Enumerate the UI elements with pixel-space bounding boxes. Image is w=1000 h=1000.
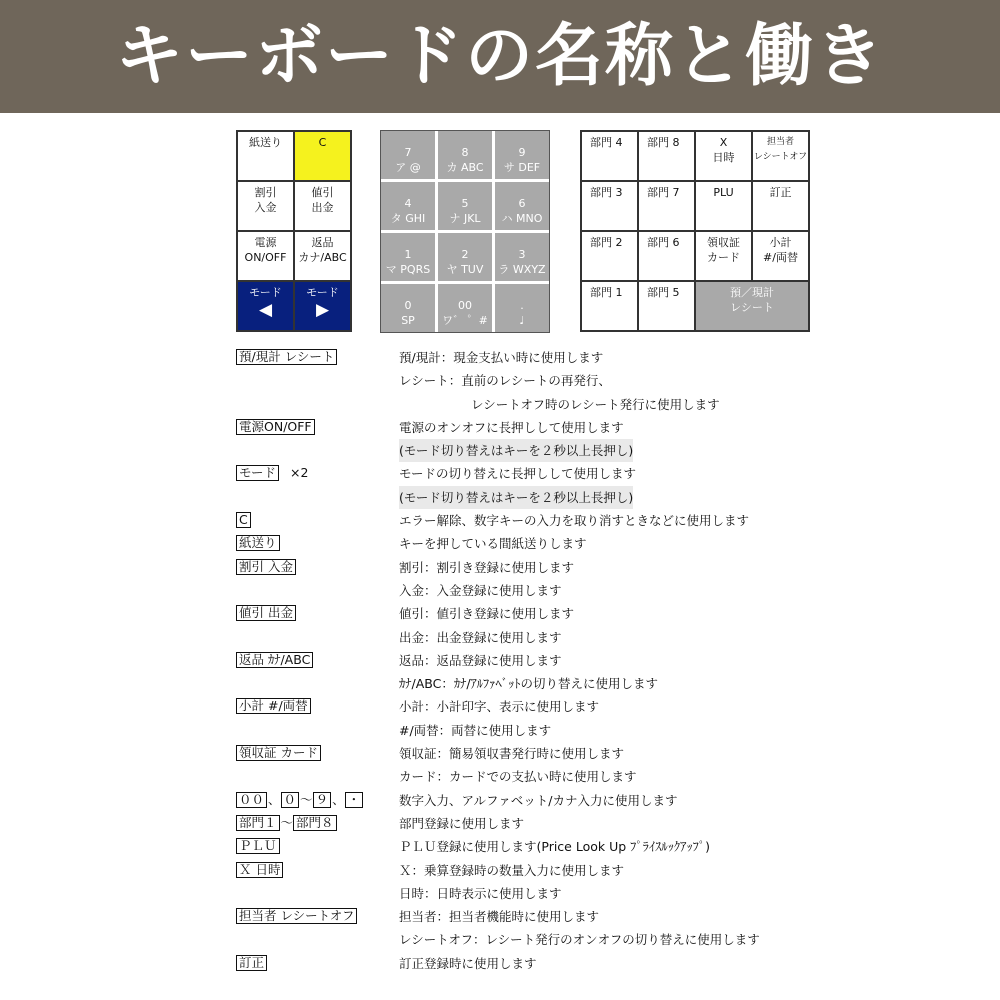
department-key[interactable] <box>696 282 808 330</box>
department-key[interactable] <box>582 182 637 230</box>
department-key[interactable] <box>639 282 694 330</box>
description-text: レシートオフ：レシート発行のオンオフの切り替えに使用します <box>399 932 760 948</box>
key-label: 預／現計 レシート <box>730 286 774 314</box>
key-name-box: ００ <box>236 792 267 808</box>
key-label-group <box>236 652 314 668</box>
key-label: モード <box>249 286 282 299</box>
key-label-group <box>236 955 268 971</box>
key-button[interactable] <box>295 182 350 230</box>
numeric-key[interactable] <box>495 182 549 230</box>
department-key[interactable] <box>696 182 751 230</box>
key-name-box: 値引 出金 <box>236 605 296 621</box>
key-label: X 日時 <box>712 136 735 164</box>
numeric-key[interactable] <box>381 131 435 179</box>
key-sublabel: ハ MNO <box>501 212 543 225</box>
description-text: (モード切り替えはキーを２秒以上長押し) <box>399 486 633 509</box>
description-row <box>236 346 836 369</box>
key-sublabel: サ DEF <box>503 161 541 174</box>
separator: 、 <box>332 791 345 807</box>
key-label-group <box>236 512 252 528</box>
department-key[interactable] <box>753 132 808 180</box>
key-name-box: 割引 入金 <box>236 559 296 575</box>
key-label: 担当者 レシートオフ <box>753 137 808 162</box>
key-label-group <box>236 792 364 808</box>
key-number: 1 <box>404 248 412 261</box>
key-sublabel: ワ゛ ゜# <box>442 314 488 327</box>
description-text: 電源のオンオフに長押しして使用します <box>399 419 624 435</box>
key-label: 部門 8 <box>647 136 680 149</box>
key-number: 8 <box>461 146 469 159</box>
key-label-group <box>236 862 284 878</box>
numeric-key[interactable] <box>495 131 549 179</box>
multiplier: ×2 <box>290 465 309 481</box>
key-label-group <box>236 745 322 761</box>
key-label: 訂正 <box>769 186 792 199</box>
description-text: 領収証：簡易領収書発行時に使用します <box>399 746 625 762</box>
description-row <box>236 719 836 742</box>
description-row <box>236 835 836 858</box>
numeric-key[interactable] <box>381 233 435 281</box>
key-label-group <box>236 559 297 575</box>
description-row <box>236 882 836 905</box>
numeric-key[interactable] <box>438 284 492 332</box>
description-row <box>236 859 836 882</box>
key-name-box: ０ <box>281 792 300 808</box>
key-number: 9 <box>518 146 526 159</box>
key-name-box: 部門１ <box>236 815 280 831</box>
description-text: レシートオフ時のレシート発行に使用します <box>471 396 720 412</box>
description-row <box>236 928 836 951</box>
description-row <box>236 952 836 975</box>
key-label-group <box>236 349 338 365</box>
key-label: 部門 3 <box>590 186 623 199</box>
department-key[interactable] <box>639 232 694 280</box>
key-label-group <box>236 838 281 854</box>
numeric-key[interactable] <box>381 182 435 230</box>
description-row <box>236 765 836 788</box>
description-row <box>236 905 836 928</box>
key-button[interactable] <box>295 282 350 330</box>
key-number: 00 <box>458 299 472 312</box>
description-text: 小計：小計印字、表示に使用します <box>399 699 600 715</box>
key-name-box: モード <box>236 465 279 481</box>
separator: 、 <box>268 791 281 807</box>
key-label-group <box>236 419 316 435</box>
description-text: 預/現計：現金支払い時に使用します <box>399 350 604 365</box>
description-text: (モード切り替えはキーを２秒以上長押し) <box>399 439 633 462</box>
department-key[interactable] <box>753 182 808 230</box>
department-key[interactable] <box>582 282 637 330</box>
key-number: 5 <box>461 197 469 210</box>
key-label-group <box>236 908 358 924</box>
numeric-key[interactable] <box>381 284 435 332</box>
keypad-department <box>580 130 810 332</box>
key-label: 領収証 カード <box>707 236 740 264</box>
description-text: #/両替：両替に使用します <box>399 722 552 738</box>
description-text: ｶﾅ/ABC：ｶﾅ/ｱﾙﾌｧﾍﾞｯﾄの切り替えに使用します <box>399 676 659 692</box>
keypad-function-left <box>236 130 352 332</box>
description-row <box>236 812 836 835</box>
numeric-key[interactable] <box>438 182 492 230</box>
description-text: 出金：出金登録に使用します <box>399 629 562 645</box>
key-label: 部門 4 <box>590 136 623 149</box>
description-row <box>236 416 836 439</box>
description-text: レシート：直前のレシートの再発行、 <box>399 373 611 389</box>
key-description-list <box>236 346 836 975</box>
description-row <box>236 602 836 625</box>
key-label-group <box>236 815 338 831</box>
key-label: モード <box>306 286 339 299</box>
key-name-box: 担当者 レシートオフ <box>236 908 357 924</box>
page-title: キーボードの名称と働き <box>0 0 1000 113</box>
separator: ～ <box>300 791 313 807</box>
key-label-group <box>236 535 281 551</box>
numeric-key[interactable] <box>495 233 549 281</box>
key-sublabel: ヤ TUV <box>446 263 484 276</box>
description-text: 入金：入金登録に使用します <box>399 582 562 598</box>
key-number: 6 <box>518 197 526 210</box>
description-row <box>236 649 836 672</box>
description-text: ＰＬＵ登録に使用します(Price Look Up ﾌﾟﾗｲｽﾙｯｸｱｯﾌﾟ) <box>399 839 711 855</box>
numeric-key[interactable] <box>438 233 492 281</box>
key-name-box: 小計 #/両替 <box>236 698 311 714</box>
key-sublabel: ア @ <box>395 161 421 174</box>
department-key[interactable] <box>696 132 751 180</box>
department-key[interactable] <box>696 232 751 280</box>
key-label-group <box>236 465 308 481</box>
key-name-box: Ｘ 日時 <box>236 862 283 878</box>
description-row <box>236 626 836 649</box>
arrow-right-icon: ▶ <box>315 300 330 320</box>
description-text: 担当者：担当者機能時に使用します <box>399 909 600 925</box>
description-row <box>236 509 836 532</box>
description-text: キーを押している間紙送りします <box>399 536 587 552</box>
key-name-box: 領収証 カード <box>236 745 321 761</box>
numeric-key[interactable] <box>495 284 549 332</box>
numeric-key[interactable] <box>438 131 492 179</box>
description-row <box>236 462 836 485</box>
key-number: 2 <box>461 248 469 261</box>
key-label-group <box>236 605 297 621</box>
description-row <box>236 556 836 579</box>
description-text: モードの切り替えに長押しして使用します <box>399 466 637 482</box>
description-text: 数字入力、アルファベット/カナ入力に使用します <box>399 792 678 808</box>
key-label: 値引 出金 <box>311 186 334 214</box>
description-row <box>236 393 836 416</box>
key-button[interactable] <box>238 282 293 330</box>
department-key[interactable] <box>582 132 637 180</box>
key-number: 3 <box>518 248 526 261</box>
key-label: 紙送り <box>249 136 282 149</box>
key-name-box: 訂正 <box>236 955 267 971</box>
description-row <box>236 695 836 718</box>
key-name-box: 紙送り <box>236 535 280 551</box>
key-button[interactable] <box>238 132 293 180</box>
key-name-box: 預/現計 レシート <box>236 349 337 365</box>
key-label: 部門 2 <box>590 236 623 249</box>
description-row <box>236 532 836 555</box>
key-number: 7 <box>404 146 412 159</box>
description-row <box>236 439 836 462</box>
key-label: 割引 入金 <box>254 186 277 214</box>
description-text: 訂正登録時に使用します <box>399 955 537 971</box>
key-number: 4 <box>404 197 412 210</box>
key-sublabel: ♩ <box>519 314 525 327</box>
description-text: 日時：日時表示に使用します <box>399 885 562 901</box>
key-number: 0 <box>404 299 412 312</box>
key-name-box: 返品 ｶﾅ/ABC <box>236 652 313 668</box>
key-sublabel: SP <box>401 314 415 327</box>
key-button[interactable] <box>238 232 293 280</box>
key-button[interactable] <box>238 182 293 230</box>
arrow-left-icon: ◀ <box>258 300 273 320</box>
description-text: 値引：値引き登録に使用します <box>399 606 575 622</box>
department-key[interactable] <box>753 232 808 280</box>
description-row <box>236 672 836 695</box>
department-key[interactable] <box>582 232 637 280</box>
description-text: 割引：割引き登録に使用します <box>399 559 575 575</box>
key-label: 部門 1 <box>590 286 623 299</box>
description-text: 返品：返品登録に使用します <box>399 652 562 668</box>
key-button[interactable] <box>295 232 350 280</box>
keypad-numeric <box>380 130 550 333</box>
key-label: 部門 6 <box>647 236 680 249</box>
key-button[interactable] <box>295 132 350 180</box>
description-text: Ｘ：乗算登録時の数量入力に使用します <box>399 862 625 878</box>
description-row <box>236 369 836 392</box>
department-key[interactable] <box>639 182 694 230</box>
description-row <box>236 486 836 509</box>
department-key[interactable] <box>639 132 694 180</box>
description-text: カード：カードでの支払い時に使用します <box>399 769 637 785</box>
key-name-box: ９ <box>313 792 332 808</box>
separator: ～ <box>280 814 294 830</box>
key-label-group <box>236 698 312 714</box>
description-text: エラー解除、数字キーの入力を取り消すときなどに使用します <box>399 513 750 529</box>
key-name-box: C <box>236 512 251 528</box>
key-name-box: ・ <box>345 792 364 808</box>
key-sublabel: マ PQRS <box>385 263 431 276</box>
description-row <box>236 579 836 602</box>
key-name-box: 電源ON/OFF <box>236 419 315 435</box>
key-label: 電源 ON/OFF <box>244 236 287 264</box>
key-label: 部門 7 <box>647 186 680 199</box>
key-name-box: ＰＬＵ <box>236 838 280 854</box>
description-row <box>236 789 836 812</box>
key-label: 返品 カナ/ABC <box>298 236 347 264</box>
key-label: C <box>318 136 327 149</box>
key-sublabel: カ ABC <box>446 161 484 174</box>
key-name-box: 部門８ <box>293 815 337 831</box>
description-text: 部門登録に使用します <box>399 815 525 831</box>
key-number: . <box>520 299 524 312</box>
key-sublabel: ラ WXYZ <box>498 263 546 276</box>
key-label: 小計 #/両替 <box>763 236 798 264</box>
key-label: 部門 5 <box>647 286 680 299</box>
key-sublabel: タ GHI <box>390 212 426 225</box>
description-row <box>236 742 836 765</box>
key-label: PLU <box>713 186 734 199</box>
key-sublabel: ナ JKL <box>449 212 481 225</box>
